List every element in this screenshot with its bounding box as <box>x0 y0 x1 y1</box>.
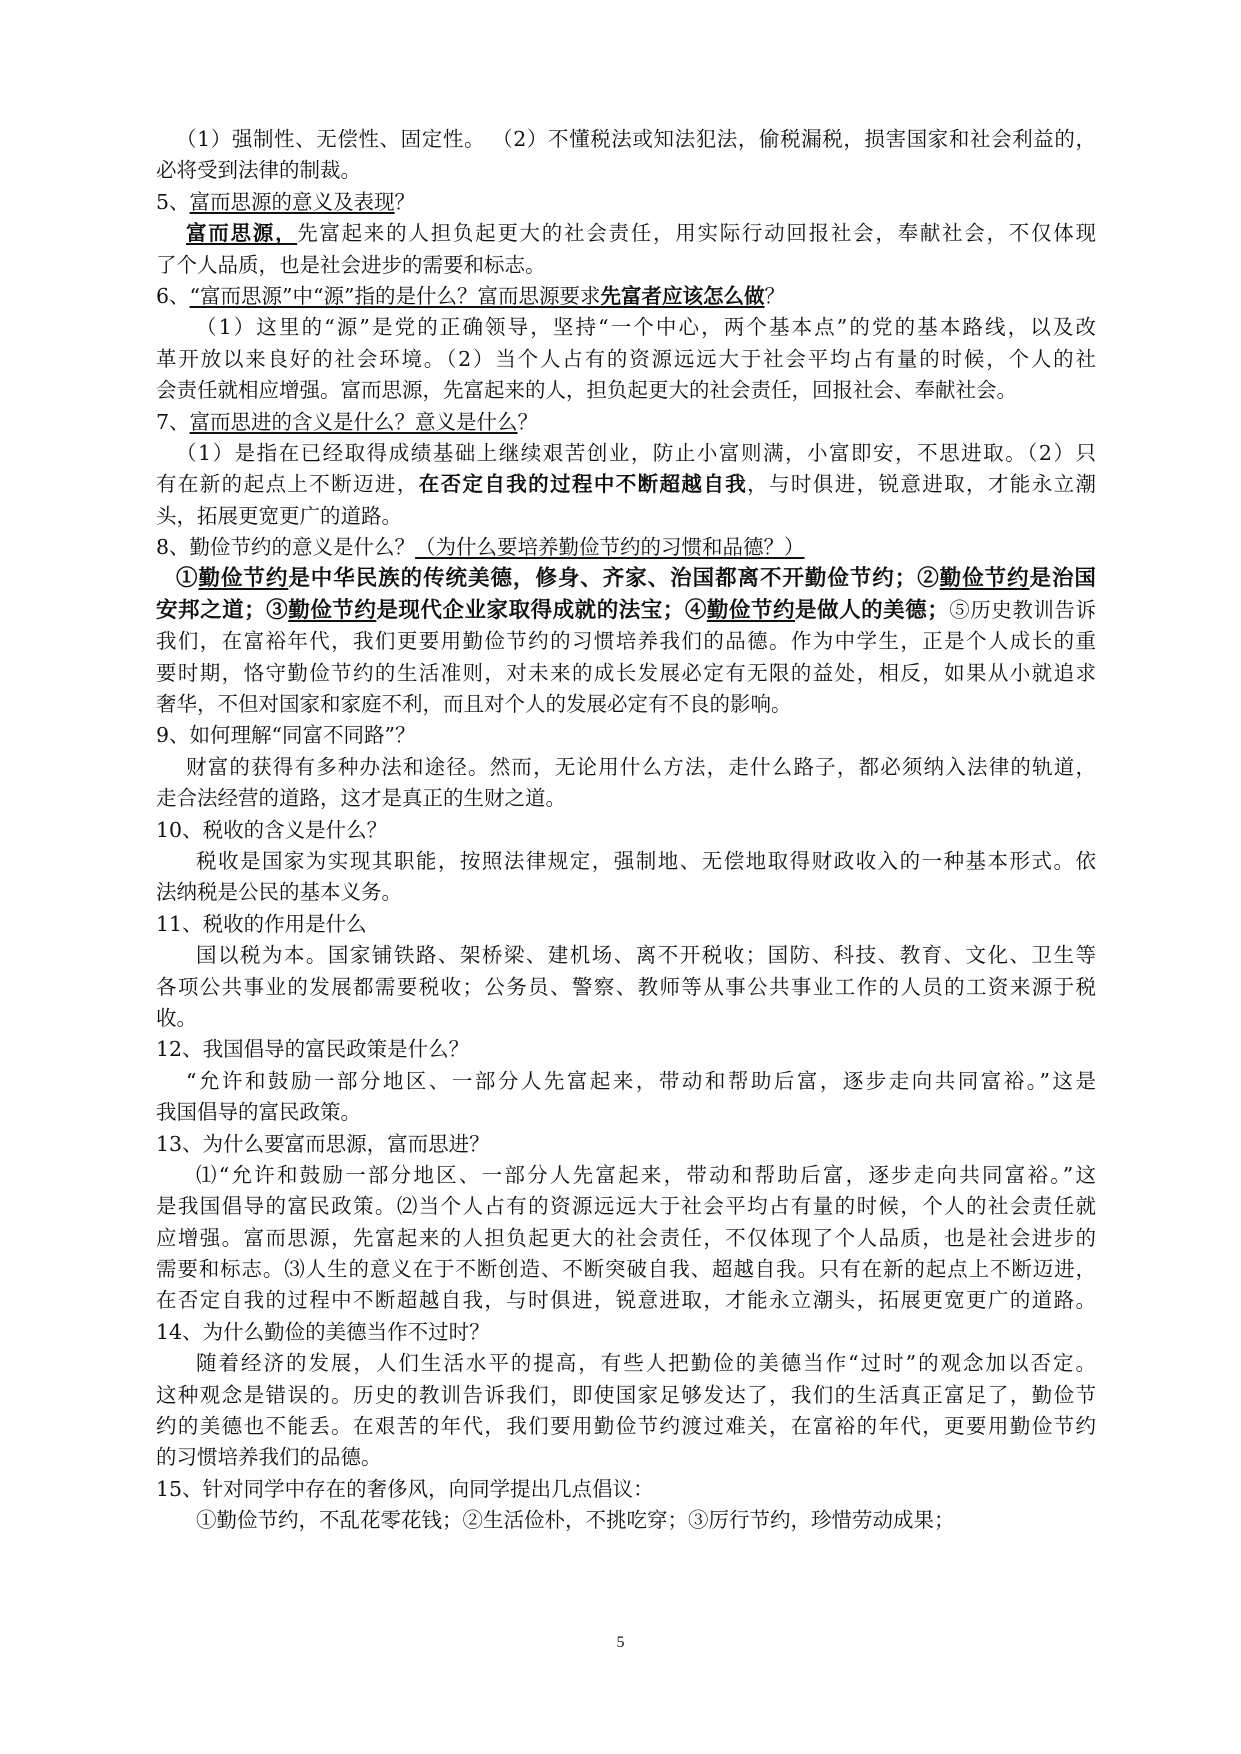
text-line <box>156 658 1096 689</box>
text-line <box>156 595 1096 626</box>
text-line <box>156 972 1096 1003</box>
text-run: 富而思源的意义及表现 <box>189 189 395 214</box>
text-line <box>156 312 1096 343</box>
text-line <box>156 1505 1096 1536</box>
text-run: ，与时俱进，锐意进取，才能永立潮 <box>747 472 1097 497</box>
text-line <box>156 1160 1096 1191</box>
text-run: 是中华民族的传统美德，修身、齐家、治国都离不开勤俭节约；② <box>288 566 940 592</box>
text-run: 奢华，不但对国家和家庭不利，而且对个人的发展必定有不良的影响。 <box>156 692 792 717</box>
text-run: 各项公共事业的发展都需要税收；公务员、警察、教师等从事公共事业工作的人员的工资来源于税 <box>156 974 1096 999</box>
text-run: 头，拓展更宽更广的道路。 <box>156 503 402 528</box>
text-line <box>156 1034 1096 1065</box>
text-run: ①勤俭节约，不乱花零花钱；②生活俭朴，不挑吃穿；③厉行节约，珍惜劳动成果； <box>196 1508 955 1533</box>
text-line <box>156 1191 1096 1222</box>
text-run: 富而思进的含义是什么？意义是什么 <box>189 409 518 434</box>
text-run: 13、为什么要富而思源，富而思进？ <box>156 1131 490 1156</box>
text-run: 是现代企业家取得成就的法宝；④ <box>376 597 707 623</box>
text-run: 国以税为本。国家铺铁路、架桥梁、建机场、离不开税收；国防、科技、教育、文化、卫生等 <box>196 943 1096 968</box>
text-run: “允许和鼓励一部分地区、一部分人先富起来，带动和帮助后富，逐步走向共同富裕。”这是 <box>186 1068 1096 1093</box>
text-run: ？ <box>517 409 539 434</box>
text-line <box>156 1223 1096 1254</box>
text-line <box>156 501 1096 532</box>
text-run: 约的美德也不能丢。在艰苦的年代，我们要用勤俭节约渡过难关，在富裕的年代，更要用勤俭节约 <box>156 1414 1096 1439</box>
text-run: 要时期，恪守勤俭节约的生活准则，对未来的成长发展必定有无限的益处，相反，如果从小就追求 <box>156 660 1096 685</box>
text-line <box>156 375 1096 406</box>
text-run: 11、税收的作用是什么 <box>156 911 367 936</box>
text-line <box>156 752 1096 783</box>
text-run: （1）这里的“源”是党的正确领导，坚持“一个中心，两个基本点”的党的基本路线，以及改 <box>196 315 1096 340</box>
text-run: 8、勤俭节约的意义是什么？ <box>156 535 416 560</box>
text-run: 我们，在富裕年代，我们更要用勤俭节约的习惯培养我们的品德。作为中学生，正是个人成长的重 <box>156 629 1096 654</box>
text-run: 14、为什么勤俭的美德当作不过时？ <box>156 1319 490 1344</box>
text-run: 这种观念是错误的。历史的教训告诉我们，即使国家足够发达了，我们的生活真正富足了，勤俭节 <box>156 1382 1096 1407</box>
text-line <box>156 626 1096 657</box>
text-run: ① <box>176 566 199 592</box>
text-run: （为什么要培养勤俭节约的习惯和品德？） <box>415 535 805 560</box>
text-run: （1）强制性、无偿性、固定性。 （2）不懂税法或知法犯法，偷税漏税，损害国家和社会利益的， <box>176 127 1096 151</box>
text-run: 6、 <box>156 283 190 308</box>
text-line <box>156 250 1096 281</box>
text-run: 15、针对同学中存在的奢侈风，向同学提出几点倡议： <box>156 1476 654 1501</box>
text-run: 应增强。富而思源，先富起来的人担负起更大的社会责任，不仅体现了个人品质，也是社会进步的 <box>156 1225 1096 1250</box>
text-line <box>156 1317 1096 1348</box>
text-line <box>156 1254 1096 1285</box>
document-body <box>156 124 1096 1537</box>
text-line <box>156 1474 1096 1505</box>
text-line <box>156 124 1096 155</box>
text-line <box>156 1097 1096 1128</box>
text-line <box>156 1348 1096 1379</box>
text-line <box>156 909 1096 940</box>
text-run: 勤俭节约 <box>198 566 289 592</box>
text-run: 安邦之道；③ <box>156 597 289 623</box>
text-run: 有在新的起点上不断迈进， <box>156 472 419 497</box>
text-run: 是我国倡导的富民政策。⑵当个人占有的资源远远大于社会平均占有量的时候，个人的社会责任就 <box>156 1194 1096 1219</box>
text-run: ⑤历史教训告诉 <box>948 597 1096 622</box>
text-line <box>156 407 1096 438</box>
text-line <box>156 155 1096 186</box>
text-line <box>156 187 1096 218</box>
text-run: 财富的获得有多种办法和途径。然而，无论用什么方法，走什么路子，都必须纳入法律的轨道， <box>186 754 1096 779</box>
text-line <box>156 469 1096 500</box>
text-run: 走合法经营的道路，这才是真正的生财之道。 <box>156 786 566 811</box>
text-run: 法纳税是公民的基本义务。 <box>156 880 402 905</box>
text-run: 会责任就相应增强。富而思源，先富起来的人，担负起更大的社会责任，回报社会、奉献社会。 <box>156 378 1017 403</box>
text-run: 的习惯培养我们的品德。 <box>156 1445 382 1470</box>
text-run: ？ <box>764 283 785 308</box>
text-run: 在否定自我的过程中不断超越自我 <box>418 472 748 497</box>
text-run: 是治国 <box>1029 566 1096 592</box>
text-line <box>156 438 1096 469</box>
text-line <box>156 783 1096 814</box>
text-line <box>156 1285 1096 1316</box>
text-line <box>156 1003 1096 1034</box>
text-line <box>156 532 1096 563</box>
text-run: 随着经济的发展，人们生活水平的提高，有些人把勤俭的美德当作“过时”的观念加以否定。 <box>196 1351 1096 1376</box>
text-run: （1）是指在已经取得成绩基础上继续艰苦创业，防止小富则满，小富即安，不思进取。（2）只 <box>176 440 1096 465</box>
text-line <box>156 877 1096 908</box>
text-run: 了个人品质，也是社会进步的需要和标志。 <box>156 252 546 277</box>
text-line <box>156 563 1096 594</box>
text-run: 税收是国家为实现其职能，按照法律规定，强制地、无偿地取得财政收入的一种基本形式。依 <box>196 848 1096 873</box>
text-run: “富而思源”中“源”指的是什么？富而思源要求 <box>189 283 601 308</box>
text-line <box>156 846 1096 877</box>
text-run: 革开放以来良好的社会环境。（2）当个人占有的资源远远大于社会平均占有量的时候，个人的社 <box>156 346 1096 371</box>
text-run: 12、我国倡导的富民政策是什么？ <box>156 1037 470 1062</box>
text-run: 7、 <box>156 409 190 434</box>
text-line <box>156 720 1096 751</box>
text-run: 需要和标志。⑶人生的意义在于不断创造、不断突破自我、超越自我。只有在新的起点上不断迈进， <box>156 1257 1096 1282</box>
text-run: 勤俭节约 <box>939 566 1030 592</box>
text-run: 9、如何理解“同富不同路”？ <box>156 723 416 748</box>
text-line <box>156 1066 1096 1097</box>
page-number: 5 <box>616 1634 625 1651</box>
text-run: 是做人的美德； <box>795 597 949 623</box>
text-run: 收。 <box>156 1005 197 1030</box>
text-run: 勤俭节约 <box>288 597 377 623</box>
text-run: 必将受到法律的制裁。 <box>156 158 361 183</box>
text-run: 先富者应该怎么做 <box>600 283 765 308</box>
text-line <box>156 281 1096 312</box>
text-line <box>156 344 1096 375</box>
text-line <box>156 1411 1096 1442</box>
text-run: 10、税收的含义是什么？ <box>156 817 388 842</box>
text-run: 富而思源， <box>186 221 298 246</box>
text-run: ？ <box>394 189 416 214</box>
text-line <box>156 218 1096 249</box>
text-run: 勤俭节约 <box>706 597 796 623</box>
text-line <box>156 689 1096 720</box>
text-run: 在否定自我的过程中不断超越自我，与时俱进，锐意进取，才能永立潮头，拓展更宽更广的道路。 <box>156 1288 1096 1313</box>
text-line <box>156 940 1096 971</box>
text-line <box>156 1129 1096 1160</box>
text-line <box>156 1380 1096 1411</box>
text-line <box>156 815 1096 846</box>
text-run: 我国倡导的富民政策。 <box>156 1100 361 1125</box>
text-run: 先富起来的人担负起更大的社会责任，用实际行动回报社会，奉献社会，不仅体现 <box>297 221 1096 246</box>
text-run: ⑴“允许和鼓励一部分地区、一部分人先富起来，带动和帮助后富，逐步走向共同富裕。”这 <box>196 1162 1096 1187</box>
text-run: 5、 <box>156 189 190 214</box>
text-line <box>156 1442 1096 1473</box>
